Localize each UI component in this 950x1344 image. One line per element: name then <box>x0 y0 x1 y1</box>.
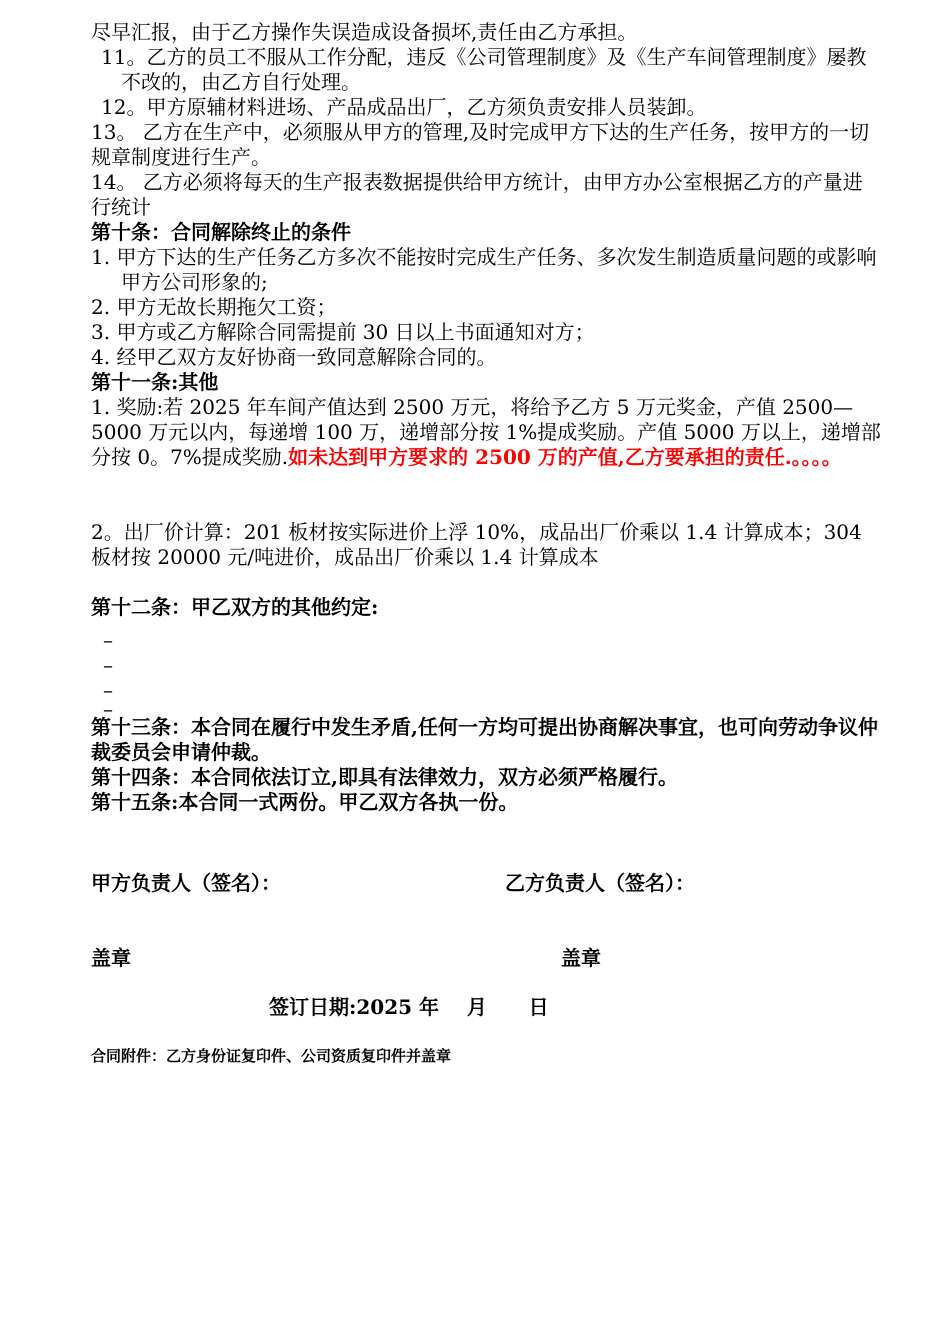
party-b-seal-label: 盖章 <box>561 946 601 970</box>
party-b-signature-label: 乙方负责人（签名）： <box>505 871 695 895</box>
article-11-heading: 第十一条:其他 <box>91 370 219 394</box>
list-item: – <box>103 653 113 677</box>
article-12-list <box>91 628 881 715</box>
party-a-signature-label: 甲方负责人（签名）： <box>91 871 281 895</box>
list-item: – <box>103 703 113 715</box>
spacer <box>91 470 881 520</box>
article-13: 第十三条：本合同在履行中发生矛盾,任何一方均可提出协商解决事宜，也可向劳动争议仲裁委员会申请仲裁。 <box>91 715 878 764</box>
clause-10-continued: 尽早汇报，由于乙方操作失误造成设备损坏,责任由乙方承担。 <box>91 20 638 44</box>
article-10-item-4: 4. 经甲乙双方友好协商一致同意解除合同的。 <box>91 345 497 369</box>
article-14: 第十四条：本合同依法订立,即具有法律效力，双方必须严格履行。 <box>91 765 678 789</box>
article-10-item-1: 1. 甲方下达的生产任务乙方多次不能按时完成生产任务、多次发生制造质量问题的或影响甲方公司形象的; <box>91 245 877 294</box>
party-a-seal-label: 盖章 <box>91 946 131 970</box>
list-item: – <box>103 628 113 652</box>
article-11-price: 2。出厂价计算：201 板材按实际进价上浮 10%，成品出厂价乘以 1.4 计算成本；304 板材按 20000 元/吨进价，成品出厂价乘以 1.4 计算成本 <box>91 520 862 569</box>
clause-13: 13。 乙方在生产中，必须服从甲方的管理,及时完成甲方下达的生产任务，按甲方的一切规章制度进行生产。 <box>91 120 870 169</box>
article-11-reward <box>91 395 881 470</box>
article-12-heading: 第十二条：甲乙双方的其他约定: <box>91 595 379 619</box>
spacer <box>91 570 881 595</box>
reward-penalty-text: 如未达到甲方要求的 2500 万的产值,乙方要承担的责任.。。。。 <box>288 445 842 469</box>
contract-page <box>91 20 881 815</box>
article-10-heading: 第十条：合同解除终止的条件 <box>91 220 351 244</box>
clause-11: 11。乙方的员工不服从工作分配，违反《公司管理制度》及《生产车间管理制度》屡教不改的，由乙方自行处理。 <box>101 45 867 94</box>
list-item: – <box>103 678 113 702</box>
contract-attachment-note: 合同附件：乙方身份证复印件、公司资质复印件并盖章 <box>91 1047 452 1065</box>
article-10-item-2: 2. 甲方无故长期拖欠工资； <box>91 295 337 319</box>
clause-14: 14。 乙方必须将每天的生产报表数据提供给甲方统计，由甲方办公室根据乙方的产量进行统计 <box>91 170 863 219</box>
reward-text: 1. 奖励:若 2025 年车间产值达到 2500 万元，将给予乙方 5 万元奖金，产值 2500—5000 万元以内，每递增 100 万，递增部分按 1%提成奖励。产值 5000 万以上，递增部分按 0。7%提成奖励. <box>91 395 881 469</box>
signing-date: 签订日期:2025 年 月 日 <box>269 995 549 1019</box>
clause-12: 12。甲方原辅材料进场、产品成品出厂，乙方须负责安排人员装卸。 <box>101 95 707 119</box>
article-15: 第十五条:本合同一式两份。甲乙双方各执一份。 <box>91 790 519 814</box>
article-10-item-3: 3. 甲方或乙方解除合同需提前 30 日以上书面通知对方； <box>91 320 595 344</box>
